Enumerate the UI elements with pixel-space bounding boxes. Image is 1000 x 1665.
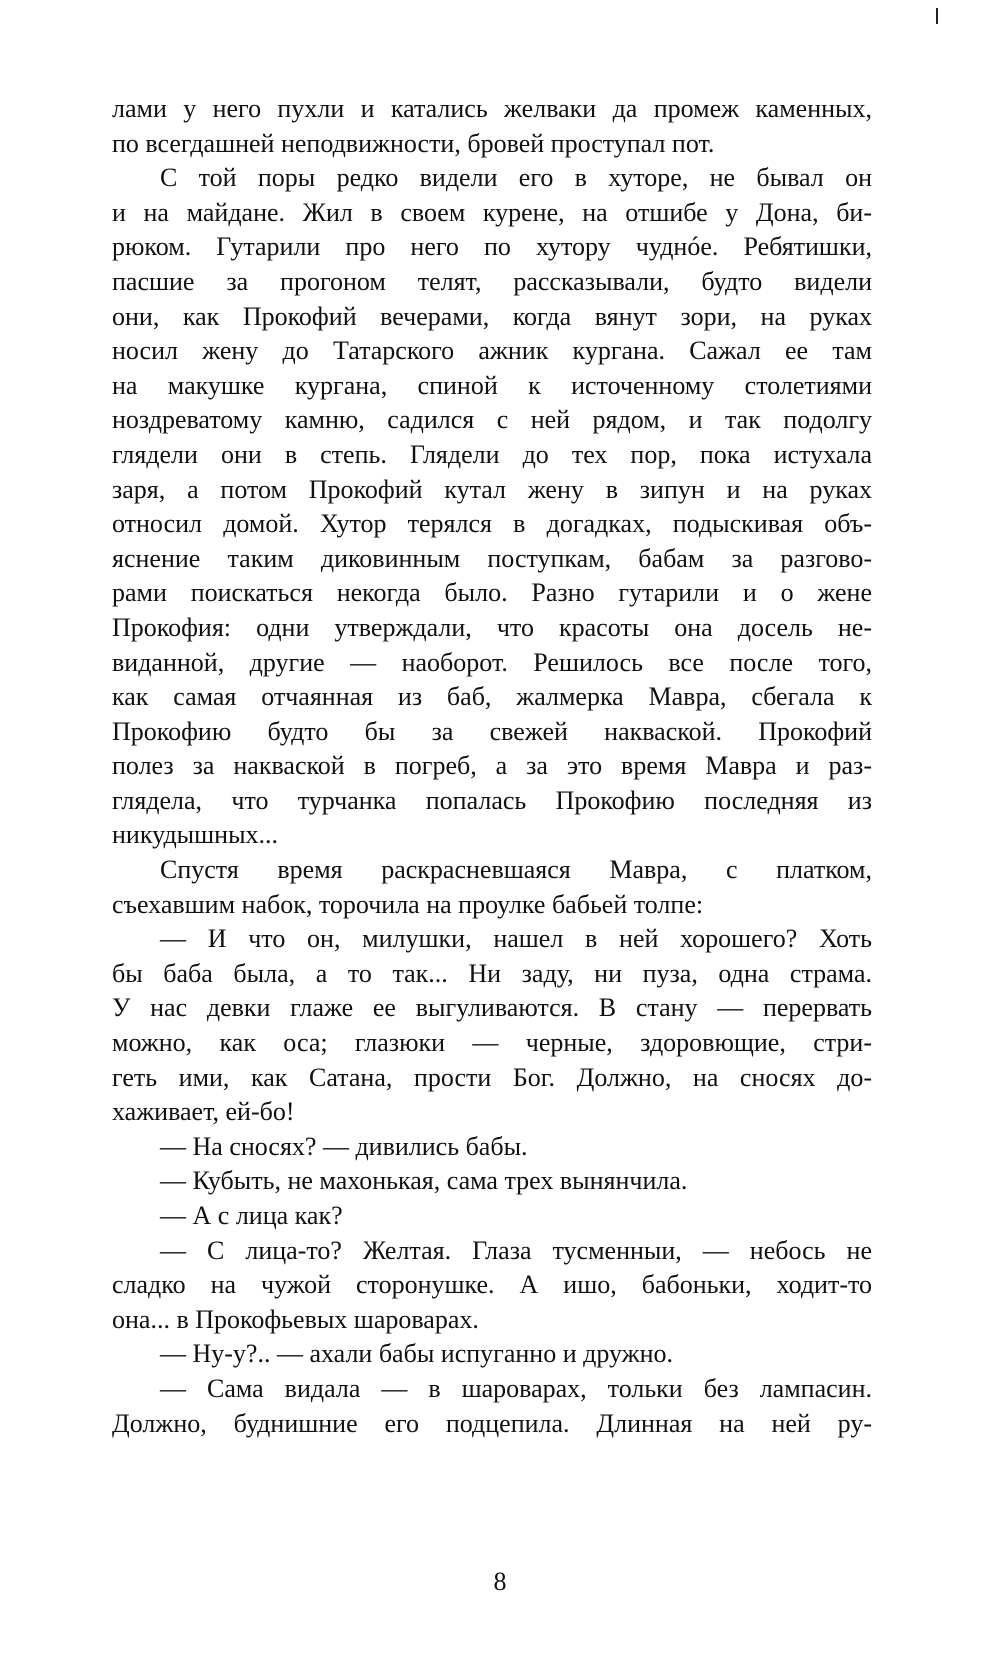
scan-edge-mark (936, 8, 938, 24)
body-text (112, 92, 872, 1441)
text-line: она... в Прокофьевых шароварах. (112, 1304, 479, 1334)
text-line: У нас девки глаже ее выгуливаются. В стану — перервать (112, 993, 872, 1023)
text-line: Должно, буднишние его подцепила. Длинная на ней ру- (112, 1408, 872, 1438)
text-line: бы баба была, а то так... Ни заду, ни пуза, одна страма. (112, 958, 872, 988)
text-line: С той поры редко видели его в хуторе, не бывал он (160, 163, 872, 193)
text-line: и на майдане. Жил в своем курене, на отшибе у Дона, би- (112, 197, 872, 227)
text-line: — Ну-у?.. — ахали бабы испуганно и дружно. (160, 1339, 674, 1369)
text-line: относил домой. Хутор терялся в догадках, подыскивая объ- (112, 509, 872, 539)
text-line: — Сама видала — в шароварах, тольки без лампасин. (160, 1373, 872, 1403)
text-line: никудышных... (112, 820, 279, 850)
text-line: хаживает, ей-бо! (112, 1097, 295, 1127)
text-line: сладко на чужой сторонушке. А ишо, бабоньки, ходит-то (112, 1270, 872, 1300)
text-line: рами поискаться некогда было. Разно гутарили и о жене (112, 578, 872, 608)
text-line: ноздреватому камню, садился с ней рядом, и так подолгу (112, 405, 872, 435)
text-line: — С лица-то? Желтая. Глаза тусменныи, — небось не (160, 1235, 872, 1265)
text-line: пасшие за прогоном телят, рассказывали, будто видели (112, 266, 872, 296)
text-line: можно, как оса; глазюки — черные, здоровющие, стри- (112, 1028, 872, 1058)
text-line: — И что он, милушки, нашел в ней хорошего? Хоть (160, 924, 872, 954)
text-line: яснение таким диковинным поступкам, бабам за разгово- (112, 543, 872, 573)
text-line: виданной, другие — наоборот. Решилось все после того, (112, 647, 872, 677)
text-line: глядела, что турчанка попалась Прокофию последняя из (112, 785, 872, 815)
text-line: — На сносях? — дивились бабы. (160, 1131, 528, 1161)
text-line: заря, а потом Прокофий кутал жену в зипун и на руках (112, 474, 872, 504)
text-line: Прокофию будто бы за свежей накваской. Прокофий (112, 716, 872, 746)
text-line: глядели они в степь. Глядели до тех пор, пока истухала (112, 439, 872, 469)
text-line: лами у него пухли и катались желваки да промеж каменных, (112, 94, 872, 123)
text-line: они, как Прокофий вечерами, когда вянут зори, на руках (112, 301, 872, 331)
text-line: — Кубыть, не махонькая, сама трех вынянчила. (160, 1166, 688, 1196)
text-line: как самая отчаянная из баб, жалмерка Мавра, сбегала к (112, 682, 872, 712)
text-line: съехавшим набок, торочила на проулке бабьей толпе: (112, 889, 704, 919)
text-line: Прокофия: одни утверждали, что красоты она досель не- (112, 612, 872, 642)
text-line: носил жену до Татарского ажник кургана. Сажал ее там (112, 336, 872, 366)
text-line: по всегдашней неподвижности, бровей проступал пот. (112, 128, 715, 158)
text-line: геть ими, как Сатана, прости Бог. Должно, на сносях до- (112, 1062, 872, 1092)
text-line: Спустя время раскрасневшаяся Мавра, с платком, (160, 855, 872, 885)
text-line: полез за накваской в погреб, а за это время Мавра и раз- (112, 751, 872, 781)
text-line: — А с лица как? (160, 1201, 343, 1230)
text-line: рюком. Гутарили про него по хутору чуднóе. Ребятишки, (112, 232, 872, 262)
text-line: на макушке кургана, спиной к источенному столетиями (112, 370, 872, 400)
page-number: 8 (493, 1567, 507, 1596)
